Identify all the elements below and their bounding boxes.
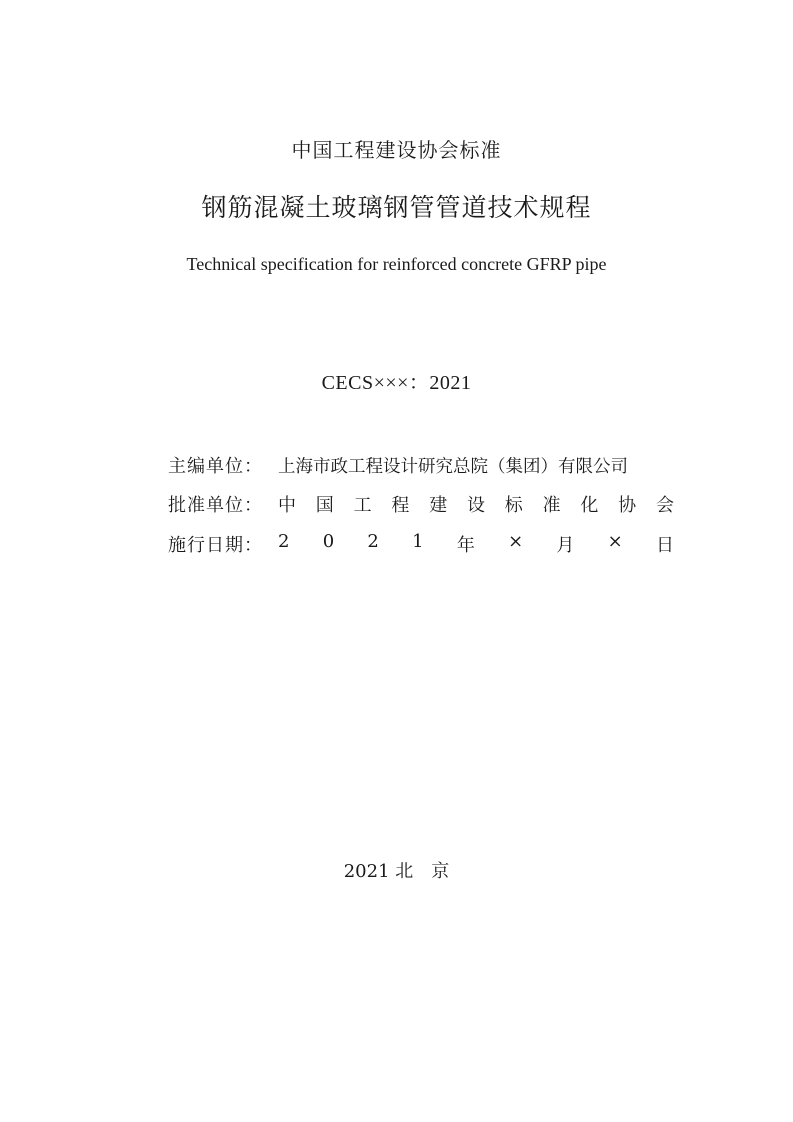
effective-date-label: 施行日期： xyxy=(168,535,263,556)
approver-char: 会 xyxy=(655,495,674,516)
standard-code: CECS×××：2021 xyxy=(321,372,472,394)
approver-unit-label: 批准单位： xyxy=(168,495,263,516)
effective-date-row xyxy=(168,530,674,558)
publication-footer xyxy=(0,857,793,883)
approver-char: 程 xyxy=(391,495,410,516)
date-char: 1 xyxy=(412,531,424,552)
approver-char: 标 xyxy=(504,495,523,516)
approver-char: 设 xyxy=(466,495,485,516)
approver-unit-row xyxy=(168,490,674,518)
document-title-en: Technical specification for reinforced concrete GFRP pipe xyxy=(186,254,607,274)
approver-char: 工 xyxy=(353,495,372,516)
approver-char: 国 xyxy=(315,495,334,516)
editor-unit-label: 主编单位： xyxy=(168,456,263,477)
effective-date-value xyxy=(278,531,674,557)
approver-char: 准 xyxy=(542,495,561,516)
document-title-cn: 钢筋混凝土玻璃钢管管道技术规程 xyxy=(201,193,592,222)
date-char: 月 xyxy=(556,535,575,556)
editor-unit-row xyxy=(168,451,674,479)
editor-unit-value: 上海市政工程设计研究总院（集团）有限公司 xyxy=(278,456,628,477)
date-char: 年 xyxy=(456,535,475,556)
org-standard-title: 中国工程建设协会标准 xyxy=(291,138,502,162)
date-char: × xyxy=(508,531,524,552)
publication-year: 2021 xyxy=(343,861,390,882)
date-char: 日 xyxy=(656,535,674,556)
date-char: 2 xyxy=(278,531,290,552)
date-char: 2 xyxy=(367,531,379,552)
approver-char: 建 xyxy=(429,495,448,516)
approver-char: 化 xyxy=(580,495,599,516)
approver-unit-value xyxy=(278,491,674,517)
approver-char: 中 xyxy=(278,495,296,516)
date-char: × xyxy=(607,531,623,552)
publication-city: 北 京 xyxy=(395,861,450,882)
approver-char: 协 xyxy=(618,495,637,516)
date-char: 0 xyxy=(322,531,335,552)
